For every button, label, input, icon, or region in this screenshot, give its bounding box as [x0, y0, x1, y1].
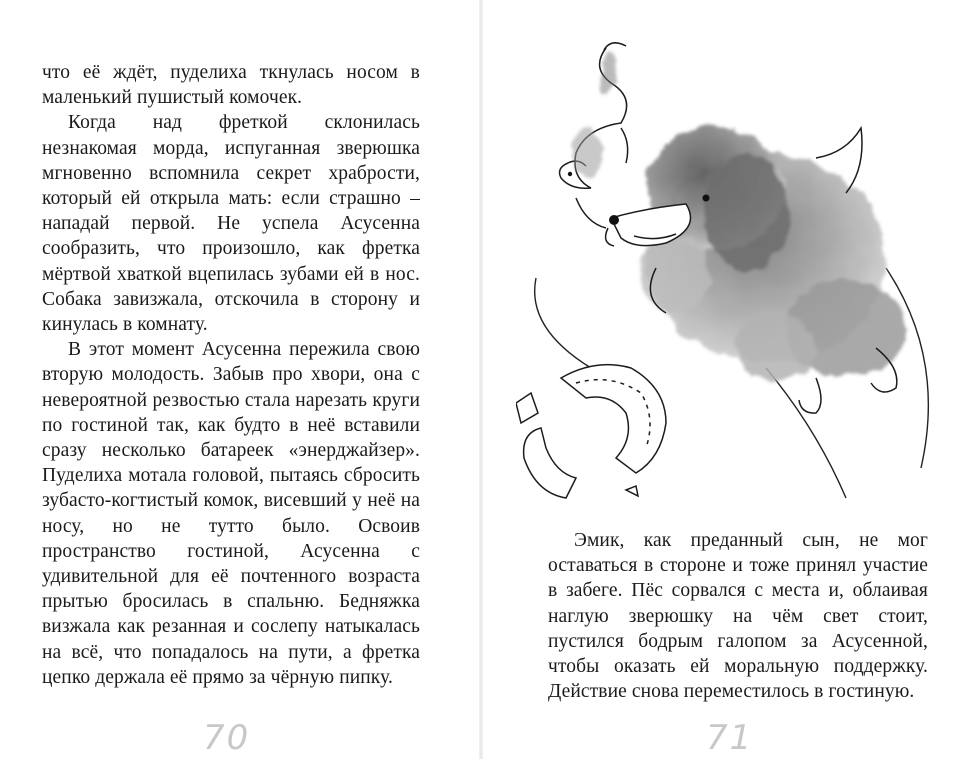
right-page — [481, 0, 963, 759]
poodle-eye — [703, 195, 710, 202]
paragraph: что её ждёт, пуделиха ткнулась носом в маленький пушистый комочек. — [42, 62, 420, 109]
right-page-text — [548, 528, 928, 704]
poodle-nose — [609, 215, 619, 225]
paragraph: Эмик, как преданный сын, не мог оставаться в стороне и тоже принял участие в забеге. Пёс сорвался с места и, облаивая наглую зверюшку на чём свет стоит, пустился бодрым галопом за Асусенной, чтобы оказать ей моральную поддержку. Действие снова переместилось в гостиную. — [548, 530, 928, 703]
left-page-text — [42, 60, 420, 690]
broken-plate — [516, 365, 666, 498]
poodle-ferret-illustration — [516, 28, 956, 508]
ferret-eye — [568, 172, 572, 176]
ferret-fill — [572, 53, 616, 179]
page-number: 70 — [203, 718, 251, 758]
page-number: 71 — [706, 718, 754, 758]
paragraph: В этот момент Асусенна пережила свою вторую молодость. Забыв про хвори, она с невероятной резвостью стала нарезать круги по гостиной так, как будто в неё вставили сразу несколько батареек «энерджайзер». Пуделиха мотала головой, пытаясь сбросить зубасто-когтистый комок, висевший у неё на носу, но не тутто было. Освоив пространство гостиной, Асусенна с удивительной для её почтенного возраста прытью бросилась в спальню. Бедняжка визжала как резанная и сослепу натыкалась на всё, что попадалось на пути, а фретка цепко держала её прямо за чёрную пипку. — [42, 339, 420, 688]
left-page — [0, 0, 481, 759]
paragraph: Когда над фреткой склонилась незнакомая морда, испуганная зверюшка мгновенно вспомнила секрет храбрости, который ей открыла мать: если страшно – нападай первой. Не успела Асусенна сообразить, что произошло, как фретка мёртвой хваткой вцепилась зубами ей в нос. Собака завизжала, отскочила в сторону и кинулась в комнату. — [42, 112, 420, 336]
poodle-body — [641, 126, 908, 383]
